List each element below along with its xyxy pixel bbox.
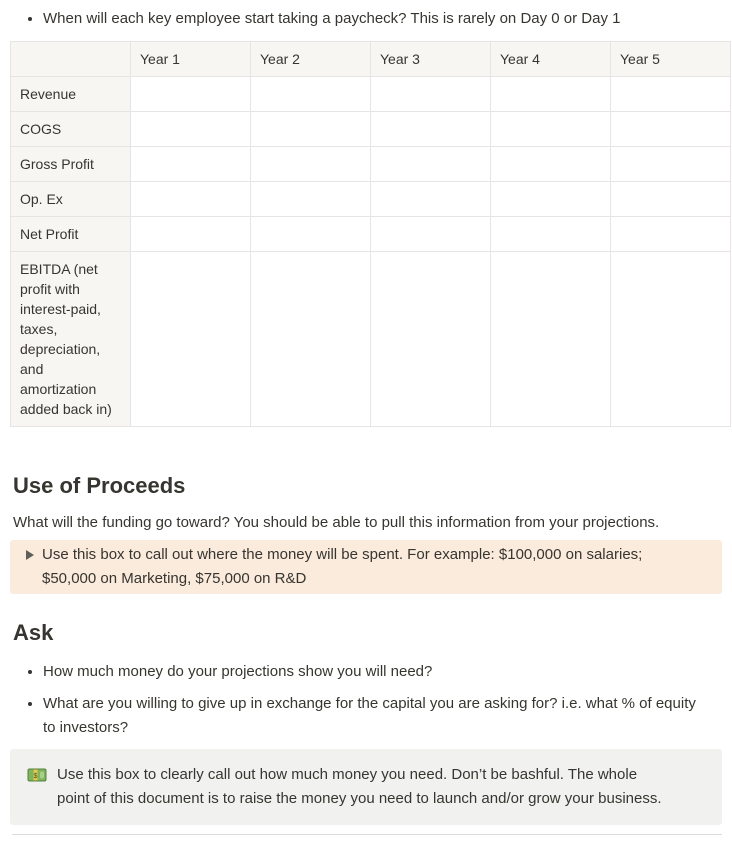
table-cell[interactable]: [611, 112, 731, 147]
use-of-proceeds-toggle-block[interactable]: [10, 540, 722, 594]
table-cell[interactable]: [491, 147, 611, 182]
table-cell[interactable]: [131, 112, 251, 147]
horizontal-divider: [12, 834, 722, 835]
svg-text:$: $: [33, 773, 38, 780]
row-label-cogs[interactable]: COGS: [11, 112, 131, 147]
table-cell[interactable]: [371, 217, 491, 252]
toggle-expand-button[interactable]: [18, 543, 42, 567]
table-cell[interactable]: [251, 77, 371, 112]
ask-bullet-list: [0, 648, 732, 740]
table-cell[interactable]: [131, 147, 251, 182]
table-cell[interactable]: [371, 182, 491, 217]
table-header-cell-year1[interactable]: Year 1: [131, 42, 251, 77]
row-label-net-profit[interactable]: Net Profit: [11, 217, 131, 252]
bullet-item[interactable]: • How much money do your projections show you will need?: [43, 660, 698, 684]
intro-bullet-list: [0, 0, 732, 31]
table-cell[interactable]: [611, 77, 731, 112]
table-cell[interactable]: [131, 252, 251, 427]
table-header-cell-year3[interactable]: Year 3: [371, 42, 491, 77]
bullet-item[interactable]: • When will each key employee start taking a paycheck? This is rarely on Day 0 or Day 1: [43, 7, 703, 31]
table-row-cogs: [11, 112, 731, 147]
table-header-cell-year2[interactable]: Year 2: [251, 42, 371, 77]
table-cell[interactable]: [491, 112, 611, 147]
financial-projection-table: [10, 41, 731, 427]
dollar-banknote-glyph: [27, 765, 47, 785]
table-row-net-profit: [11, 217, 731, 252]
bullet-item[interactable]: • What are you willing to give up in exchange for the capital you are asking for? i.e. what % of equity to investors?: [43, 692, 698, 740]
table-header-cell-year4[interactable]: Year 4: [491, 42, 611, 77]
row-label-gross-profit[interactable]: Gross Profit: [11, 147, 131, 182]
table-cell[interactable]: [371, 112, 491, 147]
table-cell[interactable]: [131, 217, 251, 252]
table-cell[interactable]: [491, 217, 611, 252]
table-cell[interactable]: [251, 252, 371, 427]
table-cell[interactable]: [251, 112, 371, 147]
ask-callout-text[interactable]: Use this box to clearly call out how much money you need. Don’t be bashful. The whole point of this document is to raise the money you need to launch and/or grow your business.: [57, 766, 662, 807]
row-label-revenue[interactable]: Revenue: [11, 77, 131, 112]
ask-callout-block[interactable]: [10, 749, 722, 825]
table-header-row: [11, 42, 731, 77]
table-cell[interactable]: [611, 217, 731, 252]
row-label-op-ex[interactable]: Op. Ex: [11, 182, 131, 217]
table-header-cell-year5[interactable]: Year 5: [611, 42, 731, 77]
table-cell[interactable]: [131, 182, 251, 217]
toggle-right-triangle-icon: [25, 549, 35, 561]
table-cell[interactable]: [611, 182, 731, 217]
ask-heading[interactable]: Ask: [13, 620, 54, 645]
table-cell[interactable]: [251, 217, 371, 252]
table-cell[interactable]: [611, 147, 731, 182]
row-label-ebitda[interactable]: EBITDA (net profit with interest-paid, taxes, depreciation, and amortization added back in): [11, 252, 131, 427]
table-cell[interactable]: [131, 77, 251, 112]
table-row-gross-profit: [11, 147, 731, 182]
table-cell[interactable]: [611, 252, 731, 427]
use-of-proceeds-heading[interactable]: Use of Proceeds: [13, 473, 186, 498]
toggle-note-text[interactable]: Use this box to call out where the money will be spent. For example: $100,000 on salaries; $50,000 on Marketing, $75,000 on R&D: [42, 546, 643, 587]
table-cell[interactable]: [371, 147, 491, 182]
table-cell[interactable]: [371, 252, 491, 427]
table-cell[interactable]: [371, 77, 491, 112]
table-cell[interactable]: [251, 147, 371, 182]
table-cell[interactable]: [491, 182, 611, 217]
table-row-ebitda: [11, 252, 731, 427]
table-cell[interactable]: [491, 252, 611, 427]
table-row-op-ex: [11, 182, 731, 217]
dollar-banknote-icon[interactable]: [25, 763, 49, 787]
table-header-cell-blank[interactable]: [11, 42, 131, 77]
use-of-proceeds-description[interactable]: What will the funding go toward? You should be able to pull this information from your projections.: [13, 514, 660, 531]
table-row-revenue: [11, 77, 731, 112]
table-cell[interactable]: [251, 182, 371, 217]
table-cell[interactable]: [491, 77, 611, 112]
